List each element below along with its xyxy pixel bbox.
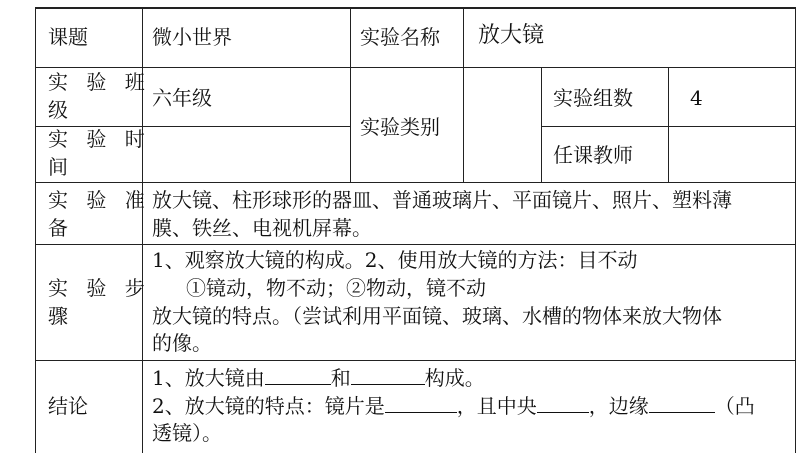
preparation-label-line1: 实 验 准 [48,188,151,212]
conclusion-text: 2、放大镜的特点：镜片是 [152,394,385,418]
conclusion-text: 和 [330,366,351,390]
steps-text-line2: ①镜动，物不动；②物动，镜不动 [186,276,486,300]
row-divider [35,182,796,183]
conclusion-line1 [152,366,485,390]
steps-text-line3: 放大镜的特点。（尝试利用平面镜、玻璃、水槽的物体来放大物体 [152,304,722,328]
fill-blank[interactable] [385,394,457,413]
fill-blank[interactable] [537,394,589,413]
steps-label-line2: 骤 [48,304,68,328]
experiment-type-label: 实验类别 [360,115,440,139]
preparation-label-line2: 备 [48,216,68,240]
col-divider [463,7,464,182]
fill-blank[interactable] [265,366,331,385]
group-count-label: 实验组数 [553,86,633,110]
table-border-right [795,7,796,453]
steps-label-line1: 实 验 步 [48,276,151,300]
conclusion-line3: 透镜）。 [152,421,222,445]
fill-blank[interactable] [649,394,715,413]
conclusion-text: ，且中央 [456,394,537,418]
time-label-line2: 间 [48,155,68,179]
group-count-value: 4 [690,86,703,110]
col-divider [541,67,542,182]
conclusion-text: 构成。 [424,366,485,390]
row-divider [35,360,796,361]
class-label-line2: 级 [48,98,68,122]
conclusion-text: 1、放大镜由 [152,366,265,390]
class-value: 六年级 [152,86,212,110]
fill-blank[interactable] [351,366,425,385]
steps-text-line4: 的像。 [152,331,212,355]
topic-value: 微小世界 [152,25,232,49]
experiment-name-value: 放大镜 [478,23,545,48]
table-border-left [35,7,36,453]
conclusion-line2 [152,394,755,418]
experiment-name-label: 实验名称 [360,25,440,49]
class-label-line1: 实 验 班 [48,70,151,94]
teacher-label: 任课教师 [553,143,633,167]
preparation-text-line1: 放大镜、柱形球形的器皿、普通玻璃片、平面镜片、照片、塑料薄 [152,188,732,212]
steps-text-line1: 1、观察放大镜的构成。2、使用放大镜的方法：目不动 [152,248,638,272]
col-divider [668,67,669,182]
row-divider [35,244,796,245]
topic-label: 课题 [48,25,88,49]
table-border-top [35,7,796,9]
conclusion-text: ，边缘 [588,394,649,418]
preparation-text-line2: 膜、铁丝、电视机屏幕。 [152,216,372,240]
conclusion-text: （凸 [714,394,755,418]
col-divider [350,7,351,182]
row-divider [35,67,796,68]
time-label-line1: 实 验 时 [48,127,151,151]
conclusion-label: 结论 [48,394,88,418]
